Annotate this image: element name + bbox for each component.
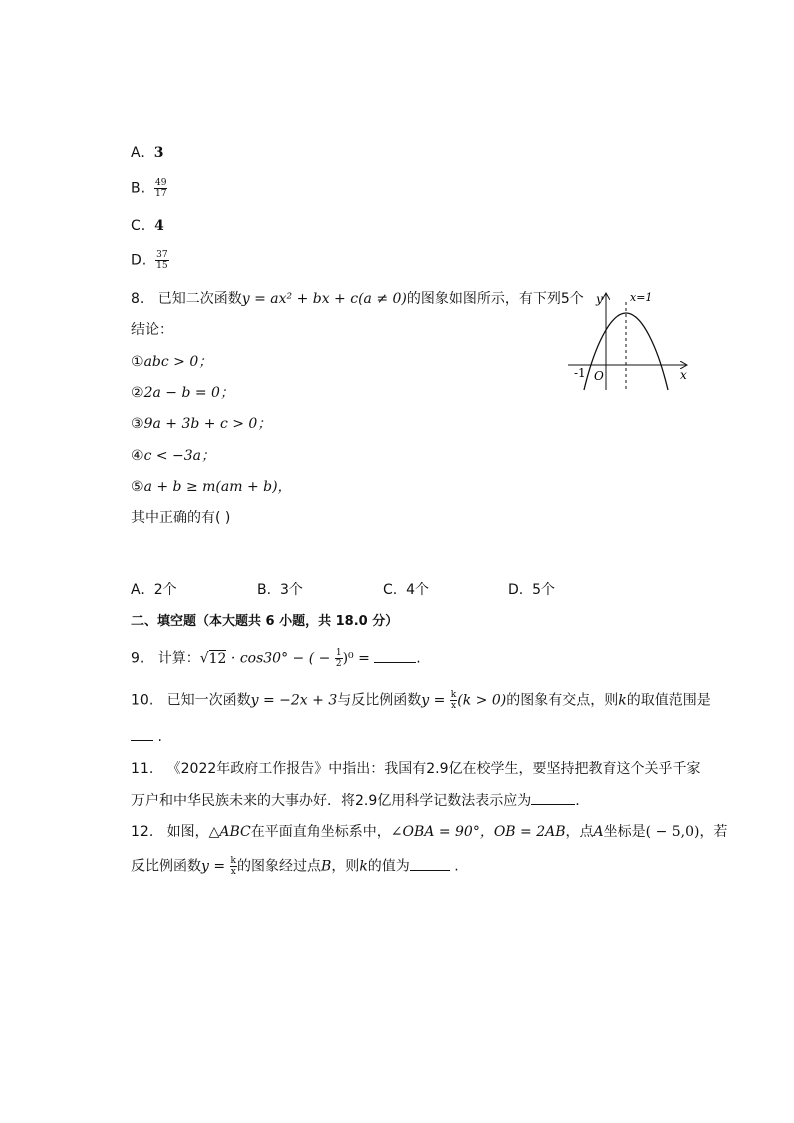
q9: 9. 计算：√12 · cos30° − ( − $\frac{1}{2}$ )⁰ = . [131,648,421,669]
fraction: $\frac{37}{15}$ [156,250,168,271]
q8-conclusion-3: ③9a + 3b + c > 0； [131,416,272,432]
y-axis-label: y [596,292,603,306]
q8-choice-a: A. 2个 [131,582,177,598]
answer-blank[interactable] [374,662,416,663]
q12-line2: 反比例函数y = $\frac{k}{x}$ 的图象经过点B，则k的值为 . [131,856,459,877]
q12-line1: 12. 如图，△ABC在平面直角坐标系中，∠OBA = 90°，OB = 2AB，点A坐标是( − 5,0)，若 [131,824,728,840]
x-axis-label: x [680,368,687,382]
fraction: $\frac{49}{17}$ [154,178,167,199]
origin-label: O [594,369,604,383]
answer-blank[interactable] [410,870,450,871]
q11-line1: 11. 《2022年政府工作报告》中指出：我国有2.9亿在校学生，要坚持把教育这个关乎千家 [131,761,701,777]
q10: 10. 已知一次函数y = −2x + 3与反比例函数y = $\frac{k}{x}$ (k > 0)的图象有交点，则k的取值范围是 [131,690,711,711]
q8-stem: 8. 已知二次函数y = ax² + bx + c(a ≠ 0)的图象如图所示，有下列5个 [131,291,584,307]
q8-choice-c: C. 4个 [383,582,430,598]
q8-stem-cont: 结论： [131,322,173,338]
q7-option-b: B. $\frac{49}{17}$ [131,178,167,199]
q8-question: 其中正确的有( ) [131,510,231,526]
q8-choice-d: D. 5个 [508,582,556,598]
q8-conclusion-1: ①abc > 0； [131,354,213,370]
q10-blank-line: . [131,727,162,747]
q7-option-d: D. $\frac{37}{15}$ [131,250,168,271]
fraction: $\frac{1}{2}$ [335,648,342,669]
q11-line2: 万户和中华民族未来的大事办好．将2.9亿用科学记数法表示应为 . [131,793,580,809]
section-title: 二、填空题（本大题共 6 小题，共 18.0 分） [131,614,399,629]
q8-conclusion-4: ④c < −3a； [131,448,216,464]
q7-option-a: A. 3 [131,145,164,161]
q8-choice-b: B. 3个 [257,582,303,598]
q7-option-c: C. 4 [131,218,164,234]
fraction: $\frac{k}{x}$ [450,690,457,711]
parabola-graph [566,288,692,392]
symmetry-label: x=1 [630,291,653,304]
answer-blank[interactable] [131,740,153,741]
fraction: $\frac{k}{x}$ [230,856,237,877]
neg-one-label: -1 [574,366,586,380]
q8-conclusion-2: ②2a − b = 0； [131,385,234,401]
answer-blank[interactable] [531,804,575,805]
q8-conclusion-5: ⑤a + b ≥ m(am + b)， [131,479,292,495]
